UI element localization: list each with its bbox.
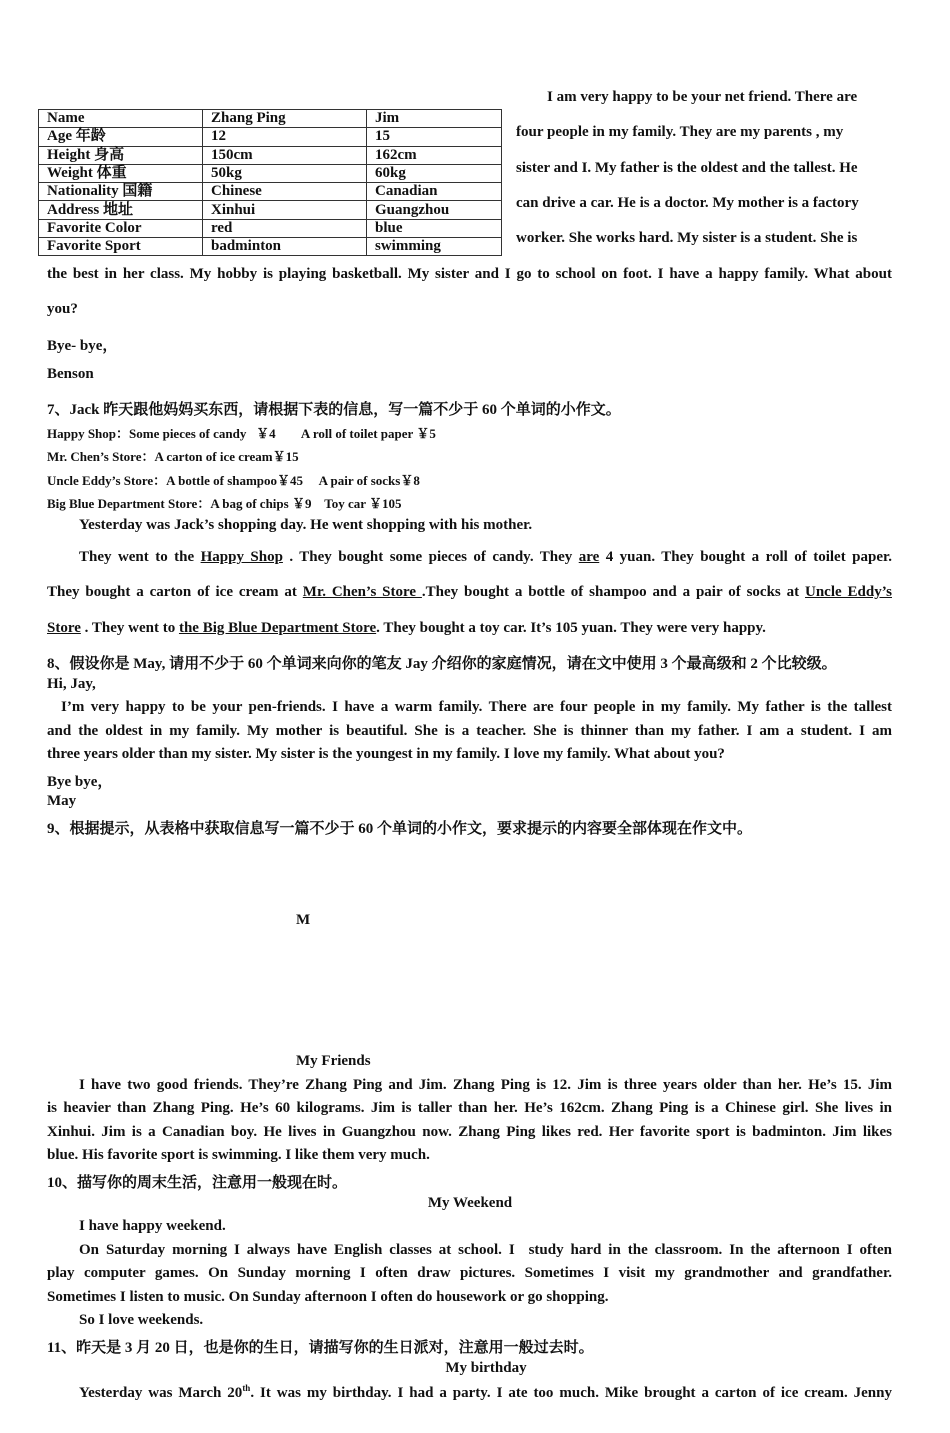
letter1-line-3: sister and I. My father is the oldest and the tallest. He xyxy=(516,160,858,176)
q7-store-1: Happy Shop：Some pieces of candy ￥4 A roll of toilet paper ￥5 xyxy=(47,426,436,441)
table-cell: swimming xyxy=(367,238,502,256)
q9-line-2: is heavier than Zhang Ping. He’s 60 kilograms. Jim is taller than her. He’s 162cm. Zhang Ping is a Chinese girl. She lives in xyxy=(47,1100,892,1116)
q7-essay-line-3: They bought a carton of ice cream at Mr. Chen’s Store .They bought a bottle of shampoo and a pair of socks at Uncle Eddy’s xyxy=(47,584,892,600)
q8-line-1: I’m very happy to be your pen-friends. I have a warm family. There are four people in my family. My father is the tallest xyxy=(61,699,892,715)
q8-greeting: Hi, Jay, xyxy=(47,676,96,692)
table-cell: Favorite Sport xyxy=(39,238,203,256)
letter1-line-1: I am very happy to be your net friend. There are xyxy=(547,89,858,105)
table-cell: blue xyxy=(367,219,502,237)
table-cell: Xinhui xyxy=(203,201,367,219)
q10-prompt: 10、描写你的周末生活，注意用一般现在时。 xyxy=(47,1175,348,1191)
table-cell: 50kg xyxy=(203,164,367,182)
q9-prompt: 9、根据提示，从表格中获取信息写一篇不少于 60 个单词的小作文，要求提示的内容要全部体现在作文中。 xyxy=(47,821,753,837)
table-cell: Zhang Ping xyxy=(203,110,367,128)
q8-prompt: 8、假设你是 May, 请用不少于 60 个单词来向你的笔友 Jay 介绍你的家庭情况，请在文中使用 3 个最高级和 2 个比较级。 xyxy=(47,656,837,672)
table-cell: Age 年龄 xyxy=(39,128,203,146)
q11-title: My birthday xyxy=(445,1360,527,1376)
table-row xyxy=(39,110,502,128)
q9-title: My Friends xyxy=(296,1053,371,1069)
table-cell: Chinese xyxy=(203,183,367,201)
letter1-line-6: the best in her class. My hobby is playing basketball. My sister and I go to school on foot. I have a happy family. What about xyxy=(47,266,892,282)
q10-line-1: On Saturday morning I always have English classes at school. I study hard in the classroom. In the afternoon I often xyxy=(79,1242,892,1258)
q8-signature: May xyxy=(47,793,77,809)
table-cell: red xyxy=(203,219,367,237)
q7-essay-line-2: They went to the Happy Shop . They bought some pieces of candy. They are 4 yuan. They bought a roll of toilet paper. xyxy=(79,549,893,565)
q9-stray-letter: M xyxy=(296,912,311,928)
letter1-line-5: worker. She works hard. My sister is a student. She is xyxy=(516,230,858,246)
letter1-line-2: four people in my family. They are my parents , my xyxy=(516,124,844,140)
table-cell: Guangzhou xyxy=(367,201,502,219)
q7-store-2: Mr. Chen’s Store：A carton of ice cream￥15 xyxy=(47,449,299,464)
q9-line-3: Xinhui. Jim is a Canadian boy. He lives in Guangzhou now. Zhang Ping likes red. Her favorite sport is badminton. Jim likes xyxy=(47,1124,892,1140)
info-table xyxy=(38,109,502,256)
q7-store-4: Big Blue Department Store：A bag of chips ￥9 Toy car ￥105 xyxy=(47,496,402,511)
letter1-signature: Benson xyxy=(47,366,94,382)
table-cell: Weight 体重 xyxy=(39,164,203,182)
letter1-line-4: can drive a car. He is a doctor. My mother is a factory xyxy=(516,195,859,211)
q7-essay-line-1: Yesterday was Jack’s shopping day. He went shopping with his mother. xyxy=(79,517,533,533)
table-cell: Favorite Color xyxy=(39,219,203,237)
table-cell: Nationality 国籍 xyxy=(39,183,203,201)
table-cell: Address 地址 xyxy=(39,201,203,219)
letter1-closing: Bye- bye， xyxy=(47,338,118,354)
table-row xyxy=(39,146,502,164)
table-cell: 15 xyxy=(367,128,502,146)
table-row xyxy=(39,238,502,256)
letter1-line-7: you? xyxy=(47,301,78,317)
table-cell: Height 身高 xyxy=(39,146,203,164)
table-cell: 150cm xyxy=(203,146,367,164)
table-cell: 12 xyxy=(203,128,367,146)
q10-title: My Weekend xyxy=(427,1195,513,1211)
q7-prompt: 7、Jack 昨天跟他妈妈买东西，请根据下表的信息，写一篇不少于 60 个单词的小作文。 xyxy=(47,402,621,418)
table-row xyxy=(39,183,502,201)
table-cell: 60kg xyxy=(367,164,502,182)
table-cell: badminton xyxy=(203,238,367,256)
q8-line-3: three years older than my sister. My sister is the youngest in my family. I love my family. What about you? xyxy=(47,746,725,762)
q9-line-1: I have two good friends. They’re Zhang Ping and Jim. Zhang Ping is 12. Jim is three years older than her. He’s 15. Jim xyxy=(79,1077,892,1093)
q10-line-2: play computer games. On Sunday morning I often draw pictures. Sometimes I visit my grandmother and grandfather. xyxy=(47,1265,892,1281)
table-cell: Canadian xyxy=(367,183,502,201)
table-row xyxy=(39,219,502,237)
table-row xyxy=(39,164,502,182)
q9-line-4: blue. His favorite sport is swimming. I like them very much. xyxy=(47,1147,430,1163)
q11-line-1: Yesterday was March 20th. It was my birthday. I had a party. I ate too much. Mike brought a carton of ice cream. Jenny xyxy=(79,1383,892,1401)
q11-prompt: 11、昨天是 3 月 20 日，也是你的生日，请描写你的生日派对，注意用一般过去时。 xyxy=(47,1340,594,1356)
q10-ending: So I love weekends. xyxy=(79,1312,204,1328)
table-cell: Jim xyxy=(367,110,502,128)
table-cell: Name xyxy=(39,110,203,128)
table-cell: 162cm xyxy=(367,146,502,164)
q10-line-3: Sometimes I listen to music. On Sunday afternoon I often do housework or go shopping. xyxy=(47,1289,609,1305)
table-row xyxy=(39,201,502,219)
q7-essay-line-4: Store . They went to the Big Blue Department Store. They bought a toy car. It’s 105 yuan. They were very happy. xyxy=(47,620,766,636)
q8-line-2: and the oldest in my family. My mother is beautiful. She is a teacher. She is thinner than my father. I am a student. I am xyxy=(47,723,892,739)
q7-store-3: Uncle Eddy’s Store：A bottle of shampoo￥45 A pair of socks￥8 xyxy=(47,473,420,488)
q10-intro: I have happy weekend. xyxy=(79,1218,226,1234)
table-row xyxy=(39,128,502,146)
q8-closing: Bye bye， xyxy=(47,774,113,790)
